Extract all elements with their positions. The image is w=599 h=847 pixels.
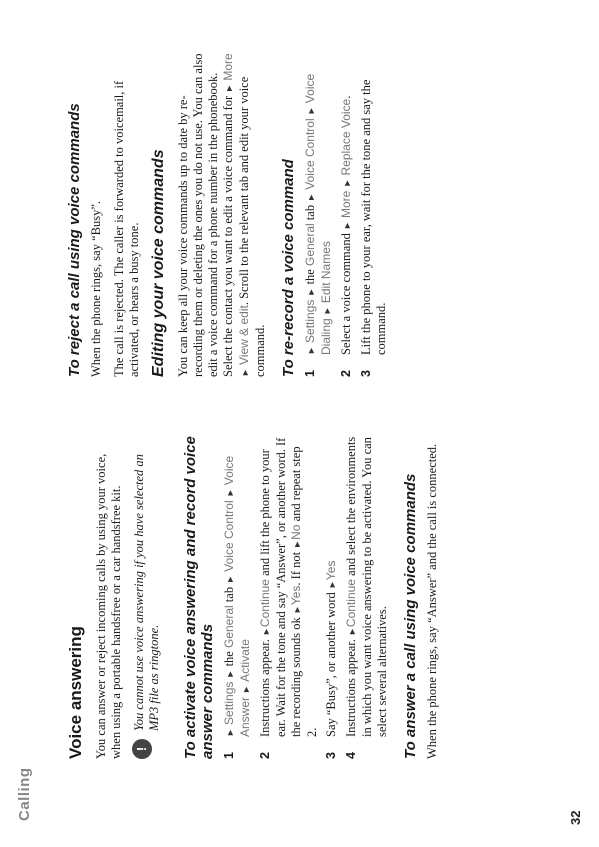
arrow-icon: ► — [241, 684, 251, 694]
arrow-icon: ► — [306, 106, 316, 116]
arrow-icon: ► — [306, 192, 316, 202]
activate-steps — [222, 434, 390, 759]
rerecord-heading: To re-record a voice command — [280, 159, 297, 377]
arrow-icon: ► — [342, 178, 352, 188]
rerecord-step-2: 2 Select a voice command ► More ► Replace Voice. — [339, 95, 353, 377]
mp3-note — [132, 434, 170, 759]
section-label: Calling — [16, 767, 33, 821]
arrow-icon: ► — [224, 83, 234, 93]
arrow-icon: ► — [225, 574, 235, 584]
arrow-icon: ► — [292, 605, 302, 615]
ui-settings: Settings — [222, 681, 236, 725]
reject-text-1: When the phone rings, say “Busy”. — [89, 200, 103, 377]
arrow-icon: ► — [306, 346, 316, 355]
arrow-icon: ► — [322, 306, 332, 316]
reject-text-2: The call is rejected. The caller is forwarded to voicemail, if activated, or hears a busy tone. — [112, 80, 141, 377]
rerecord-step-3: 3 Lift the phone to your ear, wait for the tone and say the command. — [359, 79, 388, 377]
activate-step-1: 1 ► Settings ► the General tab ► Voice Control ► Voice Answer ► Activate — [222, 455, 252, 759]
activate-heading: To activate voice answering and record voice answer commands — [182, 436, 216, 759]
left-column — [66, 434, 448, 759]
activate-step-3: 3 Say “Busy”, or another word ►Yes — [324, 560, 338, 759]
reject-heading: To reject a call using voice commands — [66, 103, 83, 377]
arrow-icon: ► — [240, 368, 250, 377]
arrow-icon: ► — [342, 221, 352, 231]
editing-heading: Editing your voice commands — [150, 149, 167, 377]
arrow-icon: ► — [225, 728, 235, 737]
activate-step-4: 4 Instructions appear. ►Continue and select the environments in which you want voice answering to be activated. You can select several alternatives. — [344, 436, 389, 759]
arrow-icon: ► — [261, 627, 271, 636]
editing-text: You can keep all your voice commands up to date by re-recording them or deleting the ones you do not use. You can also edit a voice command for a phone number in the phonebook. Select the contact you want to edit a voice command for ► More ► View & edit. Scroll to the relevant tab and edit your voice command. — [176, 53, 267, 377]
voice-answering-intro: You can answer or reject incoming calls by using your voice, when using a portable handsfree or a car handsfree kit. — [94, 453, 123, 759]
activate-step-2: 2 Instructions appear. ►Continue and lift the phone to your ear. Wait for the tone and say “Answer”, or another word. If the recording sounds ok ►Yes. If not ►No and repeat step 2. — [258, 437, 319, 759]
answer-text: When the phone rings, say “Answer” and the call is connected. — [425, 443, 439, 759]
arrow-icon: ► — [347, 627, 357, 636]
mp3-note-text: You cannot use voice answering if you have selected an MP3 file as ringtone. — [132, 454, 161, 731]
info-icon: ! — [132, 739, 152, 759]
voice-answering-heading: Voice answering — [66, 626, 85, 759]
page-number: 32 — [568, 810, 583, 825]
arrow-icon: ► — [225, 488, 235, 498]
arrow-icon: ► — [327, 580, 337, 590]
arrow-icon: ► — [225, 669, 235, 679]
rerecord-steps — [303, 52, 389, 377]
arrow-icon: ► — [292, 539, 302, 549]
answer-heading: To answer a call using voice commands — [402, 473, 419, 759]
rerecord-step-1: 1 ► Settings ► the General tab ► Voice Control ► Voice Dialing ► Edit Names — [303, 73, 333, 377]
right-column — [66, 52, 397, 377]
arrow-icon: ► — [306, 287, 316, 297]
